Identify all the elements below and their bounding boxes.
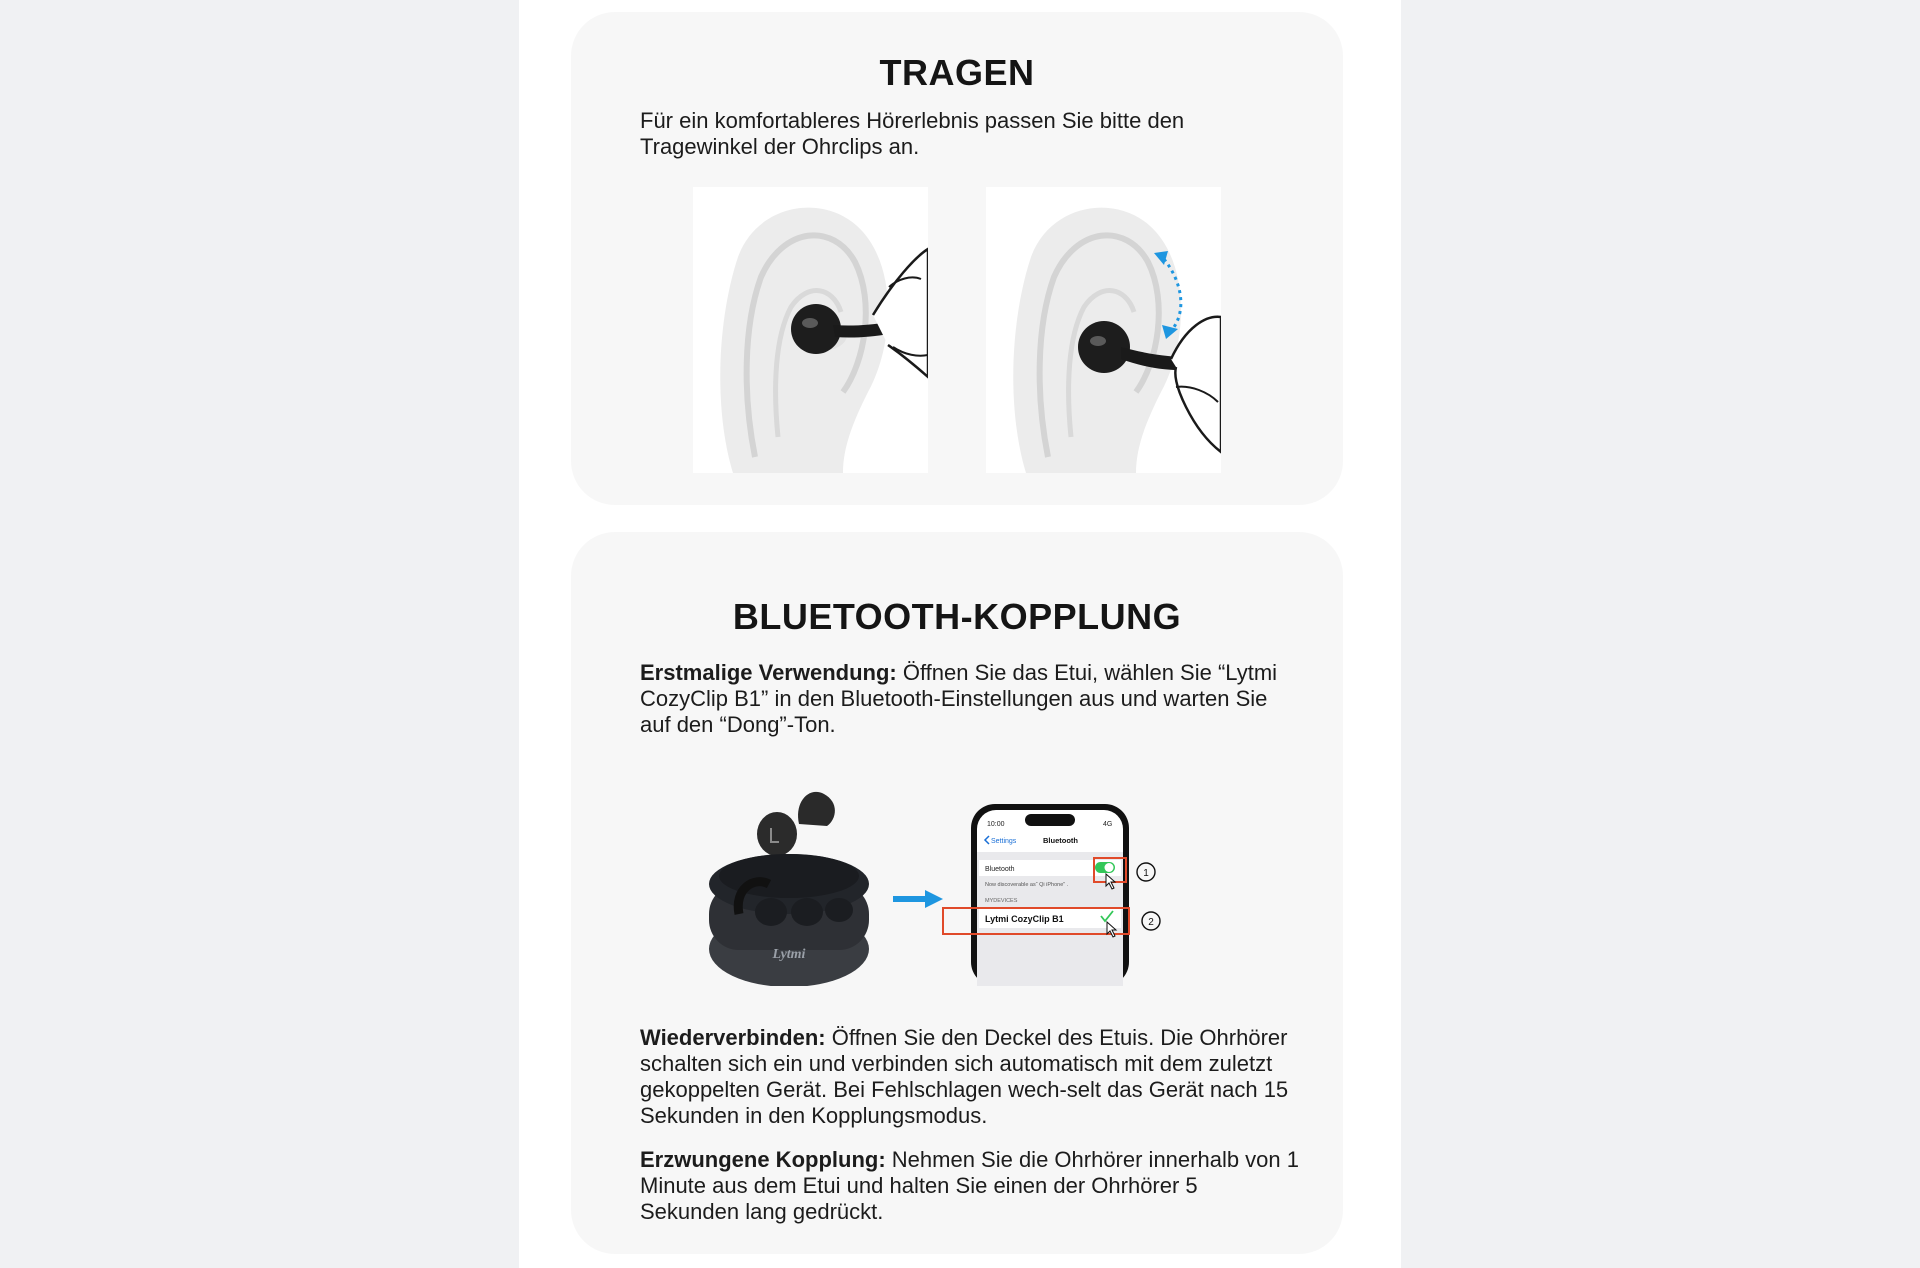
phone-devices-header: MYDEVICES [985, 898, 1018, 904]
phone-screen-title: Bluetooth [1043, 836, 1078, 845]
bluetooth-title: BLUETOOTH-KOPPLUNG [732, 596, 1182, 637]
wearing-instructions: Für ein komfortableres Hörerlebnis passen Sie bitte den Tragewinkel der Ohrclips an. [640, 108, 1185, 159]
phone-discoverable-text: Now discoverable as“ Qi iPhone” . [985, 882, 1069, 888]
product-page [519, 0, 1401, 1268]
step-2-number: 2 [1148, 917, 1154, 928]
right-arrow-icon [893, 890, 943, 908]
pairing-diagram [699, 764, 1239, 986]
case-brand-logo: Lytmi [772, 947, 806, 962]
ear-illustration-normal [693, 187, 928, 473]
wearing-card [571, 12, 1343, 505]
phone-bluetooth-row: Bluetooth [985, 866, 1015, 873]
reconnect-text: Öffnen Sie den Deckel des Etuis. Die Ohrhörer schalten sich ein und verbinden sich automatisch mit dem zuletzt gekoppelten Gerät. Bei Fehlschlagen wech-selt das Gerät nach 15 Sekunden in den Kopplungsmodus. [640, 1025, 1289, 1128]
pairing-illustration [699, 764, 1239, 986]
phone-device-name: Lytmi CozyClip B1 [985, 914, 1064, 924]
phone-time: 10:00 [987, 821, 1005, 828]
phone-signal: 4G [1103, 821, 1113, 828]
reconnect-paragraph [640, 1025, 1300, 1129]
forced-pairing-paragraph [640, 1147, 1300, 1225]
phone-mockup [943, 804, 1160, 986]
first-use-paragraph [640, 660, 1300, 738]
step-1-number: 1 [1143, 868, 1149, 879]
forced-pairing-label: Erzwungene Kopplung: [640, 1147, 886, 1172]
phone-back-label: Settings [991, 838, 1017, 845]
ear-photo-adjusted [986, 187, 1221, 473]
reconnect-label: Wiederverbinden: [640, 1025, 826, 1050]
ear-illustration-adjusted [986, 187, 1221, 473]
wearing-title: TRAGEN [879, 52, 1035, 93]
floating-earbud [757, 792, 835, 856]
first-use-label: Erstmalige Verwendung: [640, 660, 897, 685]
ear-photo-normal [693, 187, 928, 473]
first-use-text: Öffnen Sie das Etui, wählen Sie “Lytmi CozyClip B1” in den Bluetooth-Einstellungen aus und warten Sie auf den “Dong”-Ton. [640, 660, 1278, 737]
bluetooth-card [571, 532, 1343, 1254]
forced-pairing-text: Nehmen Sie die Ohrhörer innerhalb von 1 Minute aus dem Etui und halten Sie einen der Ohrhörer 5 Sekunden lang gedrückt. [640, 1147, 1300, 1224]
charging-case-icon [709, 854, 869, 986]
